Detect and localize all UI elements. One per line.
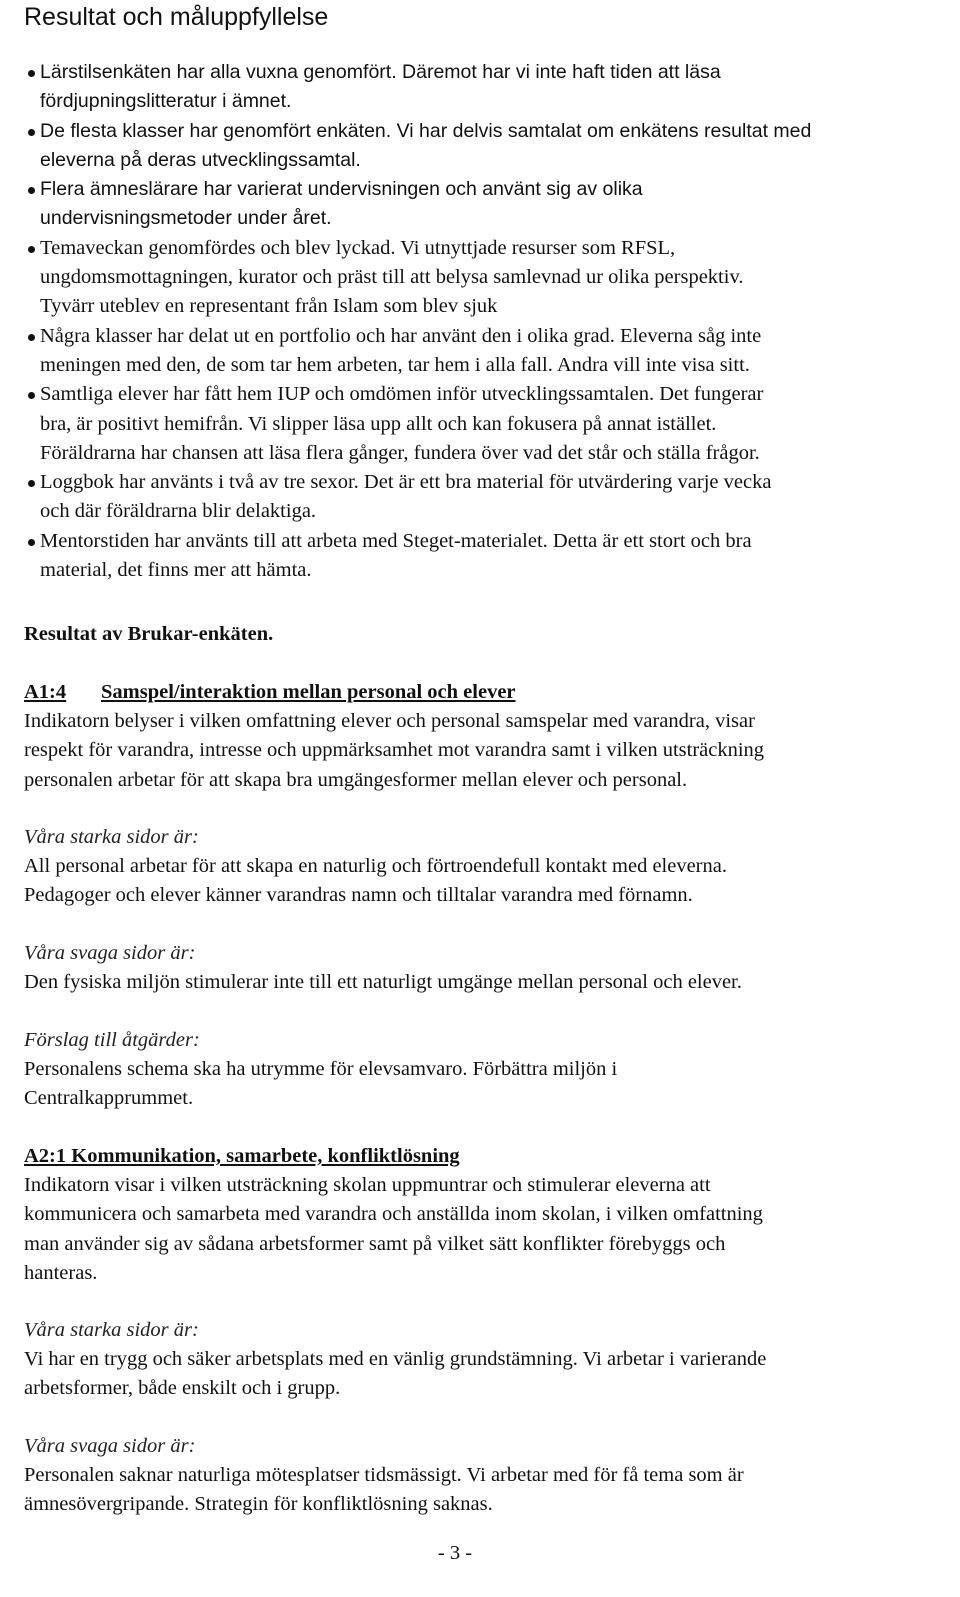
- page-number: - 3 -: [437, 1542, 473, 1564]
- a14-weaknesses-label: Våra svaga sidor är:: [24, 942, 196, 964]
- bullet-text: Loggbok har använts i två av tre sexor. Det är ett bra material för utvärdering varje vecka och där föräldrarna blir delaktiga.: [40, 471, 772, 523]
- page-footer: [0, 1542, 960, 1565]
- a14-code: A1:4: [24, 681, 67, 703]
- bullet-item: [0, 234, 960, 322]
- bullet-text: Samtliga elever har fått hem IUP och omdömen inför utvecklingssamtalen. Det fungerar bra, är positivt hemifrån. Vi slipper läsa upp allt och kan fokusera på annat istället. Föräldrarna har chansen att läsa flera gånger, fundera över vad det står och ställa frågor.: [40, 383, 764, 464]
- a21-weaknesses-text: Personalen saknar naturliga mötesplatser tidsmässigt. Vi arbetar med för få tema som är ämnesövergripande. Strategin för konfliktlösning saknas.: [24, 1464, 744, 1516]
- bullet-item: [0, 527, 960, 586]
- bullet-item: [0, 322, 960, 381]
- a14-intro: Indikatorn belyser i vilken omfattning elever och personal samspelar med varandra, visar respekt för varandra, intresse och uppmärksamhet mot varandra samt i vilken utsträckning personalen arbetar för att skapa bra umgängesformer mellan elever och personal.: [24, 710, 765, 791]
- bullet-text: Mentorstiden har använts till att arbeta med Steget-materialet. Detta är ett stort och bra material, det finns mer att hämta.: [40, 529, 752, 582]
- bullet-dot-icon: [28, 187, 35, 194]
- section-title: Resultat och måluppfyllelse: [24, 3, 329, 31]
- a21-weaknesses-label: Våra svaga sidor är:: [24, 1435, 196, 1457]
- bullet-item: [0, 380, 960, 468]
- bullet-item: [0, 175, 960, 234]
- bullet-dot-icon: [28, 480, 35, 487]
- a21-strengths-label: Våra starka sidor är:: [24, 1319, 199, 1341]
- survey-results-heading: Resultat av Brukar-enkäten.: [24, 623, 274, 645]
- bullet-text: Lärstilsenkäten har alla vuxna genomfört. Däremot har vi inte haft tiden att läsa fördjupningslitteratur i ämnet.: [40, 61, 721, 113]
- bullet-dot-icon: [28, 392, 35, 399]
- a14-strengths-label: Våra starka sidor är:: [24, 826, 199, 848]
- bullet-text: Flera ämneslärare har varierat undervisningen och använt sig av olika undervisningsmetoder under året.: [40, 178, 643, 230]
- a21-intro: Indikatorn visar i vilken utsträckning skolan uppmuntrar och stimulerar eleverna att kommunicera och samarbeta med varandra och anställda inom skolan, i vilken omfattning man använder sig av sådana arbetsformer samt på vilket sätt konflikter förebyggs och hanteras.: [24, 1174, 763, 1284]
- a14-weaknesses-text: Den fysiska miljön stimulerar inte till ett naturligt umgänge mellan personal och elever.: [24, 971, 742, 993]
- a14-proposals-label: Förslag till åtgärder:: [24, 1029, 200, 1051]
- bullet-item: [0, 58, 960, 117]
- bullet-dot-icon: [28, 70, 35, 77]
- bullet-dot-icon: [28, 334, 35, 341]
- a14-heading: [24, 678, 516, 707]
- bullet-item: [0, 468, 960, 527]
- bullet-dot-icon: [28, 129, 35, 136]
- bullet-text: De flesta klasser har genomfört enkäten. Vi har delvis samtalat om enkätens resultat med eleverna på deras utvecklingssamtal.: [40, 119, 812, 171]
- results-bullet-list: [0, 58, 960, 585]
- bullet-item: [0, 117, 960, 176]
- a14-proposals-text: Personalens schema ska ha utrymme för elevsamvaro. Förbättra miljön i Centralkapprummet.: [24, 1058, 618, 1110]
- a21-strengths-text: Vi har en trygg och säker arbetsplats med en vänlig grundstämning. Vi arbetar i varierande arbetsformer, både enskilt och i grupp.: [24, 1348, 767, 1400]
- a14-title: Samspel/interaktion mellan personal och elever: [101, 681, 516, 703]
- a21-heading: A2:1 Kommunikation, samarbete, konfliktlösning: [24, 1145, 460, 1167]
- bullet-text: Några klasser har delat ut en portfolio och har använt den i olika grad. Eleverna såg inte meningen med den, de som tar hem arbeten, tar hem i alla fall. Andra vill inte visa sitt.: [40, 324, 762, 376]
- bullet-text: Temaveckan genomfördes och blev lyckad. Vi utnyttjade resurser som RFSL, ungdomsmottagningen, kurator och präst till att belysa samlevnad ur olika perspektiv. Tyvärr uteblev en representant från Islam som blev sjuk: [40, 236, 744, 318]
- a14-strengths-text: All personal arbetar för att skapa en naturlig och förtroendefull kontakt med eleverna. Pedagoger och elever känner varandras namn och tilltalar varandra med förnamn.: [24, 855, 727, 907]
- bullet-dot-icon: [28, 246, 35, 253]
- bullet-dot-icon: [28, 539, 35, 546]
